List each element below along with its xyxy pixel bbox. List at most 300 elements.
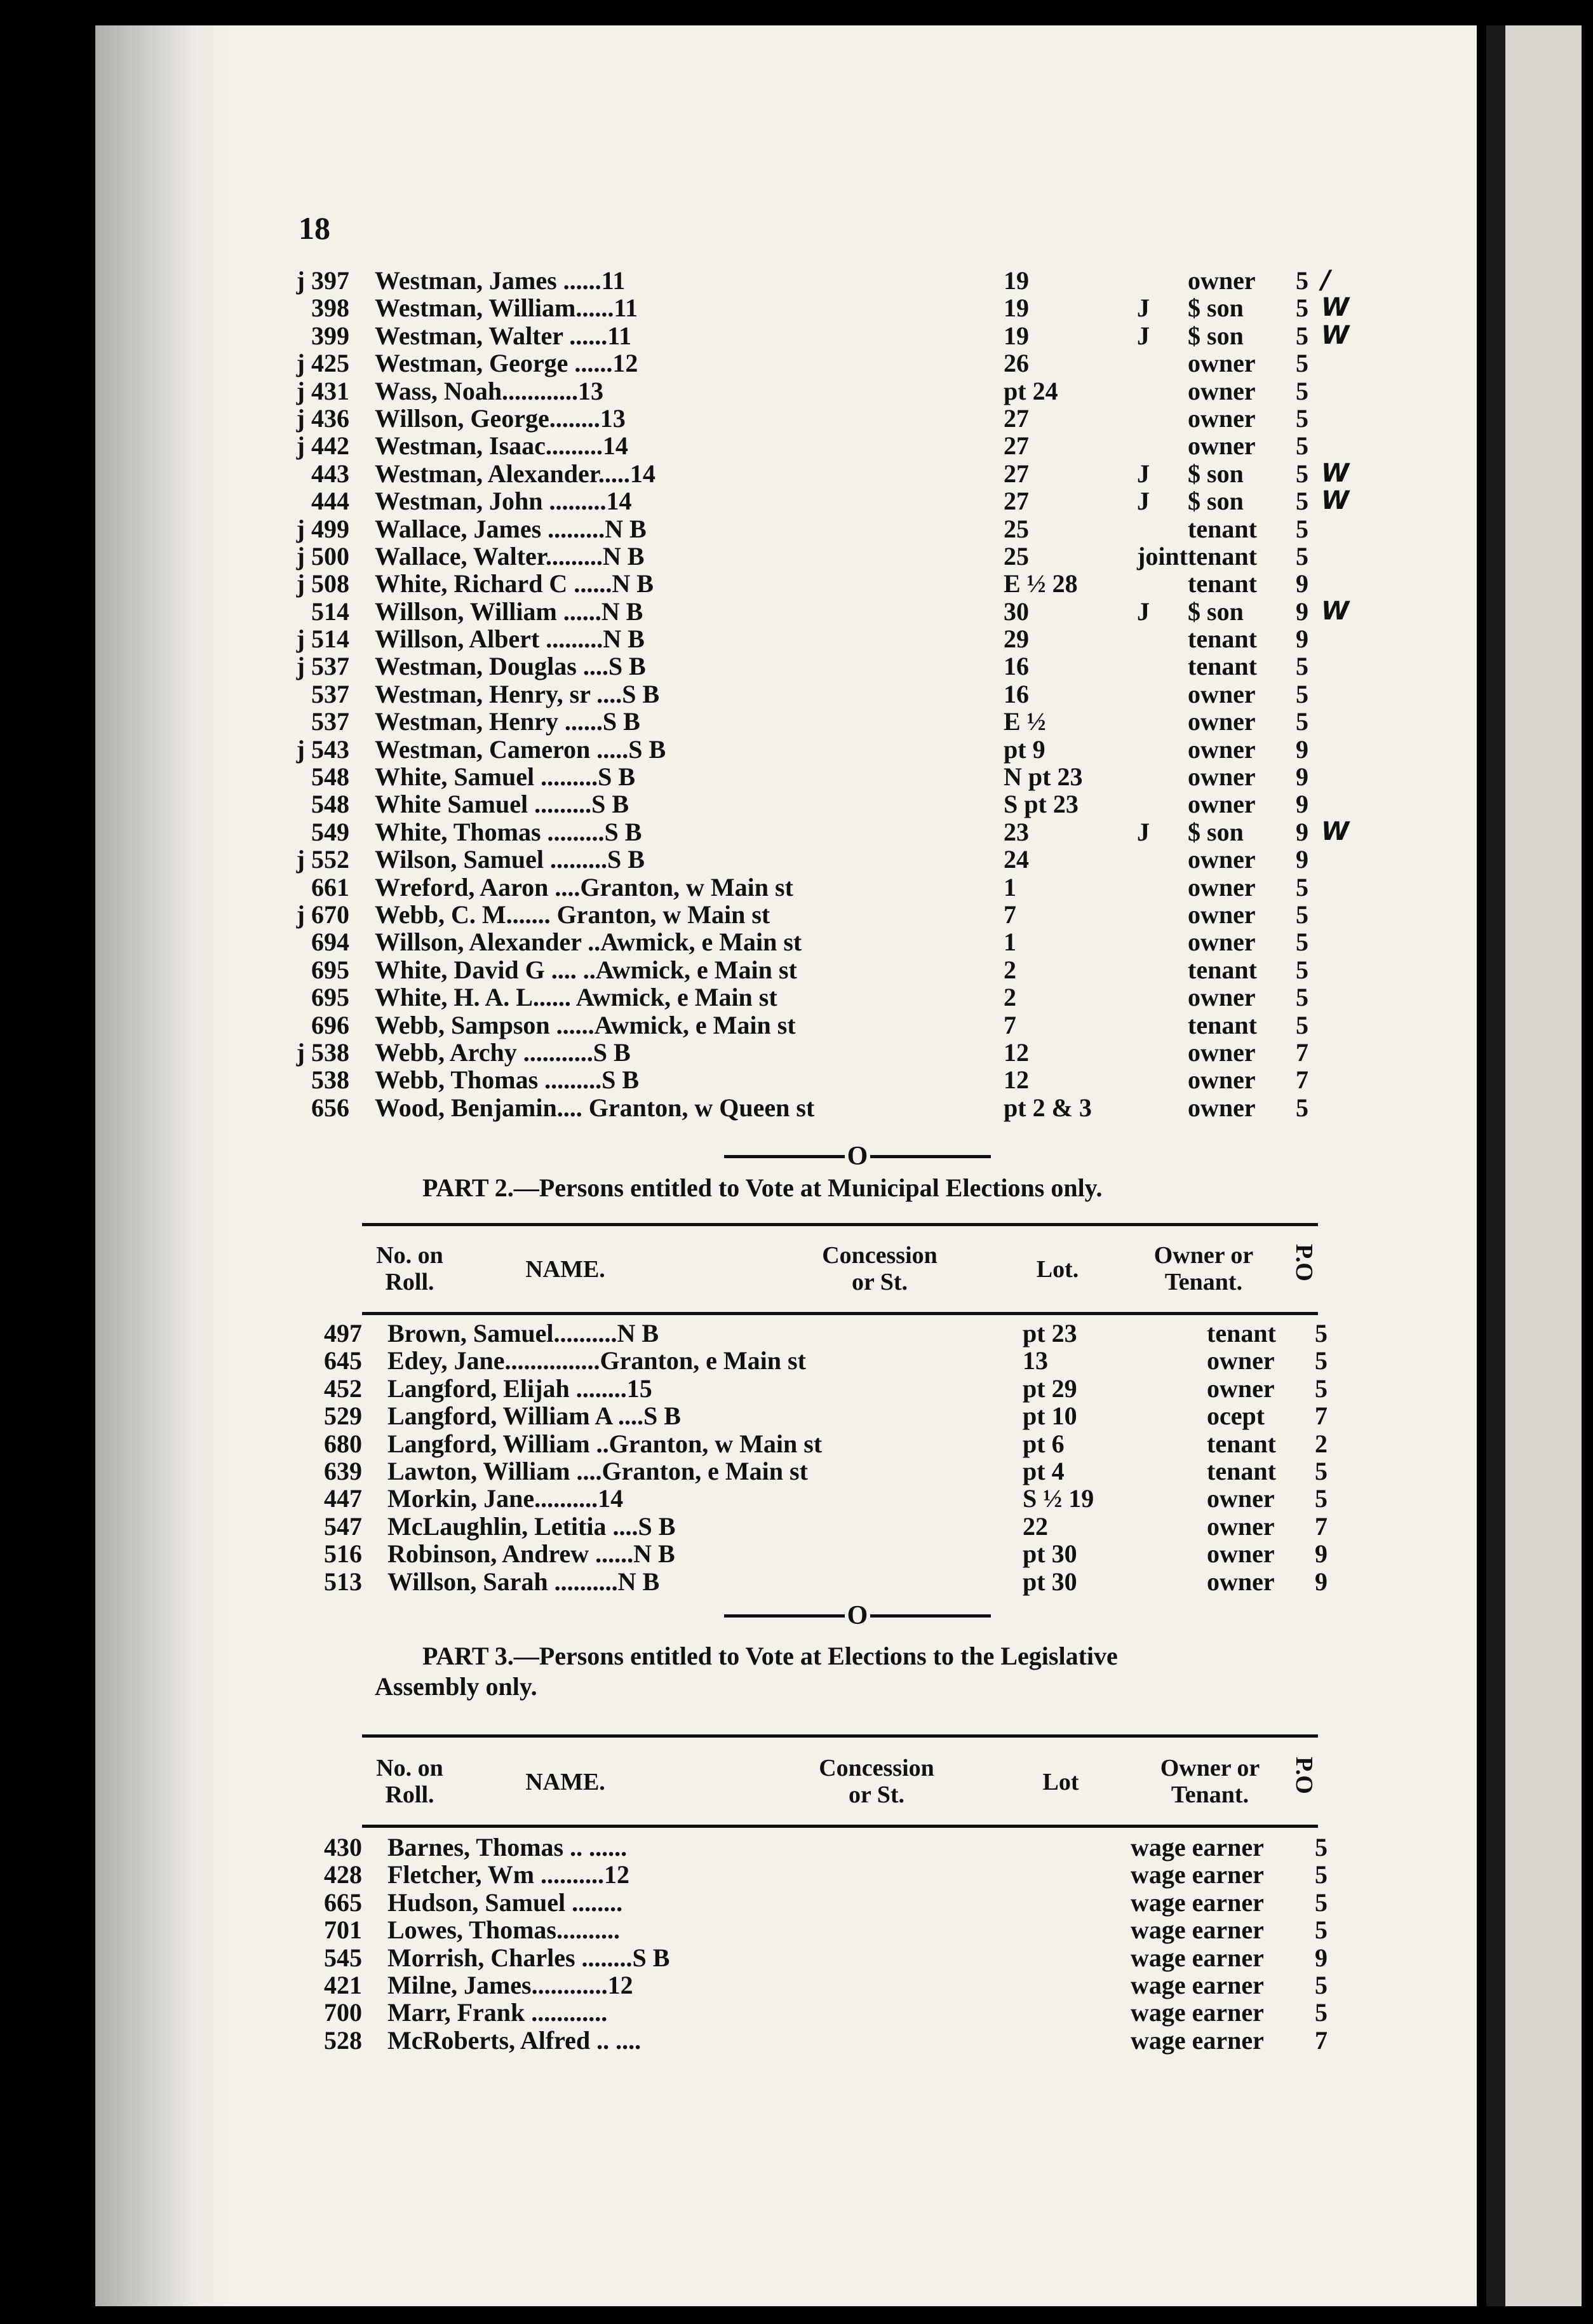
voter-row-own: $ son <box>1188 487 1244 516</box>
municipal-voter-row-lot: S ½ 19 <box>1023 1484 1094 1513</box>
voter-row-no: 443 <box>311 459 349 488</box>
municipal-voter-row <box>286 1483 1353 1511</box>
part2-header-owner: Owner or Tenant. <box>1153 1242 1254 1295</box>
voter-row-lot: 19 <box>1004 266 1029 295</box>
voter-row-name: White, Samuel .........S B <box>375 762 636 792</box>
voter-row-name: Wass, Noah............13 <box>375 376 604 405</box>
voter-row-lot: 1 <box>1004 928 1016 957</box>
voter-row-po: 5 <box>1296 1010 1308 1039</box>
voter-row-mark: joint <box>1137 541 1188 571</box>
voter-row <box>267 431 1334 461</box>
municipal-voter-row-own: owner <box>1207 1346 1275 1375</box>
divider-1 <box>699 1140 1016 1172</box>
voter-row-lot: 27 <box>1004 487 1029 516</box>
voter-row-ann: W <box>1321 320 1350 350</box>
voter-row-name: Wallace, James .........N B <box>375 514 647 543</box>
voter-row <box>267 514 1334 541</box>
voter-row-po: 5 <box>1296 983 1308 1012</box>
voter-row-own: owner <box>1188 431 1256 461</box>
voter-row-own: owner <box>1188 983 1256 1012</box>
legislative-voter-row-name: Fletcher, Wm ..........12 <box>387 1860 630 1889</box>
voter-row-po: 5 <box>1296 487 1308 516</box>
adjacent-page-edge <box>1486 25 1588 2306</box>
legislative-voter-row-name: McRoberts, Alfred .. .... <box>387 2025 642 2055</box>
municipal-voter-row <box>286 1401 1353 1431</box>
voter-row <box>267 1093 1334 1120</box>
voter-row-name: Willson, Albert .........N B <box>375 625 645 654</box>
voter-row-lot: 27 <box>1004 431 1029 461</box>
part2-heading: PART 2.—Persons entitled to Vote at Municipal Elections only. <box>422 1173 1103 1202</box>
voter-row-name: Westman, Henry ......S B <box>375 707 640 736</box>
voter-row-lot: pt 9 <box>1004 734 1045 764</box>
part3-rule-top <box>362 1734 1318 1738</box>
legislative-voter-row-po: 5 <box>1315 1888 1328 1917</box>
voter-row-name: Webb, Sampson ......Awmick, e Main st <box>375 1010 796 1039</box>
voter-row-ann: / <box>1321 266 1331 295</box>
legislative-voter-row-po: 5 <box>1315 1998 1328 2027</box>
voter-row-no: 399 <box>311 321 349 350</box>
voter-row-name: Willson, William ......N B <box>375 597 643 626</box>
voter-row-mark: J <box>1137 817 1150 846</box>
municipal-voter-row <box>286 1429 1353 1456</box>
part3-header-no: No. on Roll. <box>376 1755 443 1808</box>
voter-row-no: j 537 <box>296 652 349 681</box>
voter-row-own: owner <box>1188 790 1256 819</box>
municipal-voter-row-po: 9 <box>1315 1539 1328 1569</box>
part3-header-name: NAME. <box>525 1769 605 1795</box>
legislative-voter-row-own: wage earner <box>1131 1970 1264 1999</box>
voter-row-po: 5 <box>1296 928 1308 957</box>
voter-row <box>267 844 1334 872</box>
voter-row <box>267 569 1334 596</box>
legislative-voter-row-po: 9 <box>1315 1943 1328 1972</box>
voter-row-lot: 7 <box>1004 900 1016 929</box>
municipal-voter-row-po: 5 <box>1315 1346 1328 1375</box>
voter-row-no: 537 <box>311 679 349 708</box>
municipal-voter-row <box>286 1318 1353 1346</box>
legislative-voter-row <box>286 1888 1353 1915</box>
voter-row-no: 537 <box>311 707 349 736</box>
municipal-voter-row-lot: pt 23 <box>1023 1319 1077 1348</box>
municipal-voter-row-own: tenant <box>1207 1319 1276 1348</box>
voter-row-po: 5 <box>1296 652 1308 681</box>
voter-row-name: Willson, Alexander ..Awmick, e Main st <box>375 928 802 957</box>
part2-rule-header <box>362 1312 1318 1315</box>
voter-row <box>267 706 1334 734</box>
voter-row <box>267 486 1350 516</box>
municipal-voter-row-lot: pt 29 <box>1023 1374 1077 1403</box>
voter-row-own: owner <box>1188 707 1256 736</box>
voter-row-ann: W <box>1321 293 1350 323</box>
voter-row-no: 694 <box>311 928 349 957</box>
legislative-voter-row-own: wage earner <box>1131 1943 1264 1972</box>
legislative-voter-row-name: Marr, Frank ............ <box>387 1998 608 2027</box>
legislative-voter-row <box>286 1832 1353 1860</box>
part2-header-lot: Lot. <box>1036 1256 1079 1283</box>
legislative-voter-row-po: 5 <box>1315 1915 1328 1945</box>
voter-row-po: 9 <box>1296 625 1308 654</box>
voter-row-no: 661 <box>311 872 349 902</box>
voter-row-ann: W <box>1321 816 1350 846</box>
voter-row-no: 398 <box>311 294 349 323</box>
part3-list <box>286 1832 1353 2053</box>
voter-row-no: j 670 <box>296 900 349 929</box>
voter-row-no: 538 <box>311 1065 349 1095</box>
page-shadow <box>95 25 241 2306</box>
municipal-voter-row-no: 639 <box>324 1456 362 1485</box>
part2-header-name: NAME. <box>525 1256 605 1283</box>
municipal-voter-row-lot: 13 <box>1023 1346 1048 1375</box>
voter-row-own: owner <box>1188 928 1256 957</box>
municipal-voter-row-no: 497 <box>324 1319 362 1348</box>
part2-list <box>286 1318 1353 1594</box>
municipal-voter-row-lot: pt 10 <box>1023 1402 1077 1431</box>
municipal-voter-row-no: 547 <box>324 1511 362 1541</box>
voter-row <box>267 927 1334 957</box>
voter-row-name: Westman, George ......12 <box>375 349 638 378</box>
municipal-voter-row-name: McLaughlin, Letitia ....S B <box>387 1511 676 1541</box>
voter-row-own: tenant <box>1188 1010 1257 1039</box>
municipal-voter-row-own: owner <box>1207 1567 1275 1596</box>
voter-row-lot: 2 <box>1004 955 1016 984</box>
voter-row-name: Westman, Walter ......11 <box>375 321 632 350</box>
voter-row-lot: 19 <box>1004 294 1029 323</box>
voter-row-ann: W <box>1321 596 1350 626</box>
municipal-voter-row-lot: pt 4 <box>1023 1456 1065 1485</box>
voter-row-lot: pt 2 & 3 <box>1004 1093 1092 1122</box>
voter-row <box>267 900 1334 927</box>
voter-row <box>267 596 1350 626</box>
voter-row-mark: J <box>1137 294 1150 323</box>
voter-row-no: j 538 <box>296 1037 349 1067</box>
voter-row-po: 5 <box>1296 872 1308 902</box>
municipal-voter-row-name: Morkin, Jane..........14 <box>387 1484 624 1513</box>
legislative-voter-row <box>286 1915 1353 1945</box>
legislative-voter-row-po: 5 <box>1315 1833 1328 1861</box>
voter-row-name: Westman, James ......11 <box>375 266 626 295</box>
municipal-voter-row-po: 5 <box>1315 1456 1328 1485</box>
voter-row-name: Wallace, Walter.........N B <box>375 541 645 571</box>
voter-row-po: 9 <box>1296 790 1308 819</box>
voter-row-own: tenant <box>1188 541 1257 571</box>
voter-row-ann: W <box>1321 458 1350 488</box>
voter-row-po: 5 <box>1296 541 1308 571</box>
municipal-voter-row-po: 5 <box>1315 1484 1328 1513</box>
municipal-voter-row-own: tenant <box>1207 1429 1276 1458</box>
voter-row-lot: 16 <box>1004 679 1029 708</box>
voter-row-own: owner <box>1188 403 1256 433</box>
legislative-voter-row-name: Hudson, Samuel ........ <box>387 1888 623 1917</box>
voter-row-po: 5 <box>1296 376 1308 405</box>
municipal-voter-row-po: 5 <box>1315 1319 1328 1348</box>
voter-row-lot: 19 <box>1004 321 1029 350</box>
legislative-voter-row-po: 5 <box>1315 1860 1328 1889</box>
voter-row-lot: 25 <box>1004 514 1029 543</box>
voter-row-own: tenant <box>1188 569 1257 598</box>
legislative-voter-row-no: 545 <box>324 1943 362 1972</box>
voter-row-name: Wood, Benjamin.... Granton, w Queen st <box>375 1093 815 1122</box>
part3-header-owner: Owner or Tenant. <box>1160 1755 1260 1808</box>
voter-row-own: tenant <box>1188 625 1257 654</box>
voter-row-own: $ son <box>1188 294 1244 323</box>
voter-row-no: j 431 <box>296 376 349 405</box>
legislative-voter-row-name: Morrish, Charles ........S B <box>387 1943 670 1972</box>
legislative-voter-row-no: 701 <box>324 1915 362 1945</box>
municipal-voter-row-no: 447 <box>324 1484 362 1513</box>
municipal-voter-row-lot: pt 30 <box>1023 1539 1077 1569</box>
voter-row-own: owner <box>1188 679 1256 708</box>
municipal-voter-row-no: 516 <box>324 1539 362 1569</box>
voter-row-name: Westman, Henry, sr ....S B <box>375 679 660 708</box>
legislative-voter-row-no: 528 <box>324 2025 362 2055</box>
municipal-voter-row-name: Willson, Sarah ..........N B <box>387 1567 660 1596</box>
voter-row-no: 695 <box>311 983 349 1012</box>
voter-row-lot: 16 <box>1004 652 1029 681</box>
voter-row <box>267 1010 1334 1037</box>
voter-row-name: Westman, Douglas ....S B <box>375 652 646 681</box>
legislative-voter-row-own: wage earner <box>1131 1915 1264 1945</box>
legislative-voter-row-name: Lowes, Thomas.......... <box>387 1915 620 1945</box>
legislative-voter-row <box>286 1943 1353 1970</box>
voter-row <box>267 376 1334 403</box>
voter-row-no: j 436 <box>296 403 349 433</box>
legislative-voter-row-no: 665 <box>324 1888 362 1917</box>
voter-row-name: Westman, Alexander.....14 <box>375 459 655 488</box>
voter-row-name: Webb, C. M....... Granton, w Main st <box>375 900 770 929</box>
voter-row <box>267 651 1334 679</box>
voter-row-po: 5 <box>1296 679 1308 708</box>
voter-row-lot: 30 <box>1004 597 1029 626</box>
voter-row <box>267 762 1334 792</box>
voter-row-no: j 397 <box>296 266 349 295</box>
legislative-voter-row-po: 7 <box>1315 2025 1328 2055</box>
voter-row <box>267 734 1334 762</box>
voter-row-po: 5 <box>1296 266 1308 295</box>
voter-row-name: Wilson, Samuel .........S B <box>375 845 645 874</box>
voter-row-po: 5 <box>1296 349 1308 378</box>
voter-row-own: owner <box>1188 734 1256 764</box>
part2-header-concession: Concession or St. <box>822 1242 938 1295</box>
voter-row-name: Westman, Isaac.........14 <box>375 431 628 461</box>
voter-row-own: owner <box>1188 266 1256 295</box>
voter-row <box>267 1065 1334 1095</box>
voter-row-name: White, H. A. L...... Awmick, e Main st <box>375 983 777 1012</box>
divider-symbol: O <box>847 1601 868 1630</box>
voter-row-mark: J <box>1137 597 1150 626</box>
voter-row-po: 9 <box>1296 569 1308 598</box>
voter-row-lot: 25 <box>1004 541 1029 571</box>
voter-row-own: $ son <box>1188 817 1244 846</box>
voter-row <box>267 872 1334 900</box>
voter-row-po: 5 <box>1296 431 1308 461</box>
legislative-voter-row-own: wage earner <box>1131 2025 1264 2055</box>
legislative-voter-row <box>286 2025 1353 2053</box>
legislative-voter-row <box>286 1970 1353 1997</box>
municipal-voter-row-name: Edey, Jane...............Granton, e Main st <box>387 1346 806 1375</box>
voter-row-lot: 27 <box>1004 459 1029 488</box>
voter-row-own: owner <box>1188 1065 1256 1095</box>
voter-row-name: White, Richard C ......N B <box>375 569 654 598</box>
voter-row-po: 5 <box>1296 1093 1308 1122</box>
voter-row-lot: 12 <box>1004 1037 1029 1067</box>
legislative-voter-row-own: wage earner <box>1131 1888 1264 1917</box>
voter-row-own: tenant <box>1188 514 1257 543</box>
voter-row-own: owner <box>1188 376 1256 405</box>
voter-row-own: tenant <box>1188 652 1257 681</box>
voter-row-mark: J <box>1137 487 1150 516</box>
part3-heading-line1: PART 3.—Persons entitled to Vote at Elections to the Legislative <box>422 1642 1118 1670</box>
municipal-voter-row-lot: pt 6 <box>1023 1429 1065 1458</box>
voter-row <box>267 348 1334 378</box>
voter-row-name: Wreford, Aaron ....Granton, w Main st <box>375 872 793 902</box>
voter-row-name: White, Thomas .........S B <box>375 817 642 846</box>
municipal-voter-row <box>286 1346 1353 1373</box>
legislative-voter-row-po: 5 <box>1315 1970 1328 1999</box>
voter-row-no: j 543 <box>296 734 349 764</box>
municipal-voter-row-name: Langford, Elijah ........15 <box>387 1374 652 1403</box>
voter-row-own: owner <box>1188 1037 1256 1067</box>
voter-row-lot: 2 <box>1004 983 1016 1012</box>
legislative-voter-row-no: 428 <box>324 1860 362 1889</box>
voter-row-no: j 514 <box>296 625 349 654</box>
voter-row <box>267 679 1334 706</box>
voter-row-no: j 500 <box>296 541 349 571</box>
part3-heading-line2: Assembly only. <box>375 1672 537 1701</box>
voter-row-mark: J <box>1137 459 1150 488</box>
voter-row <box>267 982 1334 1010</box>
municipal-voter-row-own: tenant <box>1207 1456 1276 1485</box>
voter-row-po: 7 <box>1296 1037 1308 1067</box>
municipal-voter-row-own: owner <box>1207 1484 1275 1513</box>
voter-row-no: 548 <box>311 790 349 819</box>
legislative-voter-row <box>286 1860 1353 1887</box>
voter-row-ann: W <box>1321 486 1350 516</box>
municipal-voter-row-name: Lawton, William ....Granton, e Main st <box>387 1456 808 1485</box>
voter-row-po: 9 <box>1296 845 1308 874</box>
voter-row-no: j 552 <box>296 845 349 874</box>
legislative-voter-row-no: 421 <box>324 1970 362 1999</box>
voter-row-lot: 29 <box>1004 625 1029 654</box>
voter-row-no: 444 <box>311 487 349 516</box>
municipal-voter-row-name: Brown, Samuel..........N B <box>387 1319 659 1348</box>
municipal-voter-row-lot: 22 <box>1023 1511 1048 1541</box>
legislative-voter-row <box>286 1997 1353 2025</box>
municipal-voter-row-own: ocept <box>1207 1402 1265 1431</box>
voter-row <box>267 1037 1334 1065</box>
voter-row-own: $ son <box>1188 597 1244 626</box>
municipal-voter-row-po: 5 <box>1315 1374 1328 1403</box>
municipal-voter-row-name: Langford, William ..Granton, w Main st <box>387 1429 823 1458</box>
voter-row-no: 549 <box>311 817 349 846</box>
voter-row-lot: pt 24 <box>1004 376 1058 405</box>
voter-row-lot: 12 <box>1004 1065 1029 1095</box>
voter-row-own: owner <box>1188 872 1256 902</box>
part1-list <box>267 266 1350 1122</box>
voter-row-name: Westman, John .........14 <box>375 487 632 516</box>
municipal-voter-row <box>286 1374 1353 1401</box>
legislative-voter-row-no: 430 <box>324 1833 362 1861</box>
municipal-voter-row-name: Langford, William A ....S B <box>387 1402 681 1431</box>
part2-header-po: P.O <box>1291 1244 1317 1281</box>
voter-row-no: 548 <box>311 762 349 792</box>
voter-row-no: 656 <box>311 1093 349 1122</box>
voter-row-name: Westman, Cameron .....S B <box>375 734 666 764</box>
voter-row-lot: 26 <box>1004 349 1029 378</box>
voter-row <box>267 320 1350 350</box>
municipal-voter-row <box>286 1456 1353 1483</box>
part3-header-po: P.O <box>1291 1757 1317 1794</box>
voter-row <box>267 816 1350 846</box>
voter-row-name: White Samuel .........S B <box>375 790 629 819</box>
voter-row-po: 7 <box>1296 1065 1308 1095</box>
municipal-voter-row-own: owner <box>1207 1374 1275 1403</box>
voter-row <box>267 458 1350 488</box>
voter-row-own: owner <box>1188 349 1256 378</box>
voter-row-name: White, David G .... ..Awmick, e Main st <box>375 955 797 984</box>
municipal-voter-row-own: owner <box>1207 1511 1275 1541</box>
voter-row-no: j 499 <box>296 514 349 543</box>
page-number: 18 <box>299 210 330 246</box>
part3-rule-header <box>362 1825 1318 1828</box>
legislative-voter-row-own: wage earner <box>1131 1860 1264 1889</box>
municipal-voter-row-po: 7 <box>1315 1511 1328 1541</box>
voter-row-name: Webb, Thomas .........S B <box>375 1065 640 1095</box>
voter-row-po: 5 <box>1296 321 1308 350</box>
voter-row <box>267 403 1334 431</box>
voter-row <box>267 266 1334 293</box>
part2-rule-top <box>362 1223 1318 1226</box>
voter-row-name: Webb, Archy ...........S B <box>375 1037 631 1067</box>
voter-row-lot: 7 <box>1004 1010 1016 1039</box>
voter-row-no: j 442 <box>296 431 349 461</box>
voter-row-lot: E ½ 28 <box>1004 569 1078 598</box>
legislative-voter-row-name: Barnes, Thomas .. ...... <box>387 1833 628 1861</box>
part2-header-no: No. on Roll. <box>376 1242 443 1295</box>
voter-row-po: 9 <box>1296 817 1308 846</box>
legislative-voter-row-own: wage earner <box>1131 1833 1264 1861</box>
voter-row-po: 5 <box>1296 514 1308 543</box>
municipal-voter-row <box>286 1539 1353 1569</box>
voter-row-no: 695 <box>311 955 349 984</box>
divider-symbol: O <box>847 1142 868 1171</box>
municipal-voter-row-own: owner <box>1207 1539 1275 1569</box>
voter-row-name: Westman, William......11 <box>375 294 638 323</box>
voter-row-own: $ son <box>1188 459 1244 488</box>
voter-row-lot: N pt 23 <box>1004 762 1083 792</box>
municipal-voter-row-lot: pt 30 <box>1023 1567 1077 1596</box>
voter-row <box>267 789 1334 819</box>
municipal-voter-row-po: 7 <box>1315 1402 1328 1431</box>
voter-row-po: 5 <box>1296 294 1308 323</box>
voter-row-po: 9 <box>1296 734 1308 764</box>
voter-row-lot: S pt 23 <box>1004 790 1079 819</box>
voter-row-own: tenant <box>1188 955 1257 984</box>
voter-row <box>267 541 1334 569</box>
municipal-voter-row-no: 645 <box>324 1346 362 1375</box>
voter-row-lot: 24 <box>1004 845 1029 874</box>
part3-header-concession: Concession or St. <box>819 1755 934 1808</box>
legislative-voter-row-own: wage earner <box>1131 1998 1264 2027</box>
voter-row-no: 696 <box>311 1010 349 1039</box>
voter-row <box>267 293 1350 323</box>
voter-row-lot: E ½ <box>1004 707 1046 736</box>
voter-row-mark: J <box>1137 321 1150 350</box>
municipal-voter-row <box>286 1567 1353 1594</box>
municipal-voter-row-no: 529 <box>324 1402 362 1431</box>
voter-row <box>267 624 1334 654</box>
voter-row-po: 5 <box>1296 707 1308 736</box>
voter-row-po: 5 <box>1296 459 1308 488</box>
